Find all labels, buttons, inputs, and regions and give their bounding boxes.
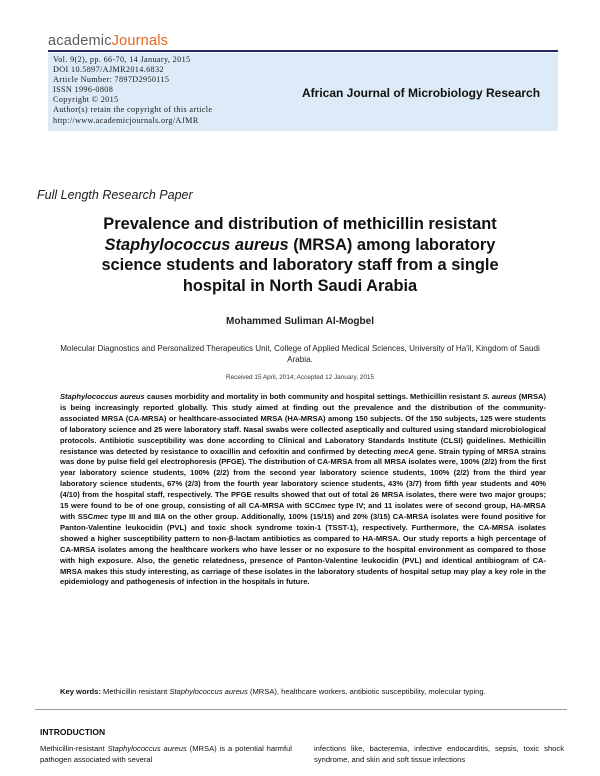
keywords bbox=[60, 687, 546, 698]
title-line-2-rest: (MRSA) among laboratory bbox=[288, 235, 496, 254]
abstract-text-4: type IV; and 11 isolates were of second group, HA-MRSA with SSC bbox=[60, 501, 546, 521]
title-line-1: Prevalence and distribution of methicillin resistant bbox=[103, 215, 497, 233]
intro-column-left bbox=[40, 744, 292, 765]
keywords-text-1: Methicillin resistant bbox=[100, 687, 170, 696]
header-rule bbox=[48, 50, 558, 52]
title-line-3: science students and laboratory staff from a single bbox=[101, 256, 499, 274]
intro-text-a: Methicillin-resistant bbox=[40, 744, 108, 753]
abstract-italic-3: mecA bbox=[393, 446, 415, 456]
title-species: Staphylococcus aureus bbox=[104, 235, 289, 254]
title-line-4: hospital in North Saudi Arabia bbox=[182, 276, 418, 295]
abstract-italic-1: Staphylococcus aureus bbox=[60, 392, 145, 401]
received-dates: Received 15 April, 2014; Accepted 12 January, 2015 bbox=[225, 374, 375, 381]
title-line-2 bbox=[40, 235, 560, 256]
meta-volume: Vol. 9(2), pp. 66-70, 14 January, 2015 bbox=[53, 55, 191, 64]
logo-suffix: Journals bbox=[111, 33, 169, 49]
section-divider bbox=[35, 709, 567, 710]
logo-prefix: academic bbox=[48, 33, 112, 49]
paper-title bbox=[40, 214, 560, 296]
abstract-text-2: (MRSA) is being increasingly reported globally. This study aimed at finding out the prevalence and the distribution of the community-associated MRSA (CA-MRSA) or healthcare-associated MRSA (HA-MRSA) among 150 subjects. Of the 150 subjects, 125 were students of laboratory science and 25 were laboratory staff. Nasal swabs were collected aseptically and cultured using standard microbiological protocols. Antibiotic susceptibility was done according to Clinical and Laboratory Standards Institute (CLSI) guidelines. Methicillin resistance was detected by resistance to oxacillin and cefoxitin and confirmed by detecting bbox=[60, 392, 546, 456]
keywords-text-2: (MRSA), healthcare workers, antibiotic susceptibility, molecular typing. bbox=[247, 687, 486, 696]
meta-copyright: Copyright © 2015 bbox=[53, 95, 119, 105]
author-affiliation: Molecular Diagnostics and Personalized Therapeutics Unit, College of Applied Medical Sciences, University of Ha'il, Kingdom of Saudi Arabia. bbox=[60, 344, 540, 364]
abstract bbox=[60, 392, 546, 678]
abstract-text-1: causes morbidity and mortality in both community and hospital settings. Methicillin resistant bbox=[144, 392, 483, 401]
article-meta bbox=[53, 55, 212, 126]
abstract-text-5: type III and IIIA on the other group. Additionally, 100% (15/15) and 20% (3/15) CA-MRSA isolates were found positive for Panton-Valentine leukocidin (PVL) and toxic shock syndrome toxin-1 (TSST-1), respectively. Furthermore, the CA-MRSA isolates showed a higher susceptibility pattern to non-β-lactam antibiotics as compared to HA-MRSA. Our study reports a high percentage of CA-MRSA isolates among the healthcare workers who have lesser or no exposure to the hospital environment as compared to those with high exposure. Also, the genetic relatedness, presence of Panton-Valentine leukocidin (PVL) and identical antibiogram of CA-MRSA makes this study interesting, as carriage of these isolates in the laboratory students of hospital setup may play a key role in the epidemiology and pathogenesis of infection in the hospitals in future. bbox=[60, 511, 546, 587]
author-name: Mohammed Suliman Al-Mogbel bbox=[226, 316, 374, 327]
intro-text-b: (MRSA) is a potential harmful pathogen associated with several bbox=[40, 744, 292, 764]
meta-issn: ISSN 1996-0808 bbox=[53, 85, 114, 95]
intro-column-right: infections like, bacteremia, infective endocarditis, sepsis, toxic shock syndrome, and skin and soft tissue infections bbox=[314, 744, 564, 764]
abstract-text-3: gene. Strain typing of MRSA strains was done by pulse field gel electrophoresis (PFGE). The distribution of CA-MRSA from all MRSA isolates were, 100% (2/2) from the first year laboratory science students, 100% (2/2) from the second year laboratory science students, 100% (2/2) from the third year laboratory science students, 67% (2/3) from the fourth year laboratory science students, 43% (3/7) from fifth year students and 40% (4/10) from the hospital staff, respectively. The PFGE results showed that out of total 26 MRSA isolates, there were two major groups; 15 were found to be of one group, consisting of all CA-MRSA with SCC bbox=[60, 446, 546, 511]
abstract-italic-4: mec bbox=[320, 501, 336, 511]
journal-title: African Journal of Microbiology Research bbox=[302, 86, 541, 100]
paper-type: Full Length Research Paper bbox=[37, 188, 193, 202]
intro-italic: Staphylococcus aureus bbox=[107, 744, 187, 753]
publisher-logo bbox=[48, 33, 168, 49]
meta-url[interactable]: http://www.academicjournals.org/AJMR bbox=[53, 115, 199, 125]
abstract-italic-5: mec bbox=[93, 511, 109, 521]
meta-doi: DOI 10.5897/AJMR2014.6832 bbox=[53, 65, 164, 75]
keywords-label: Key words: bbox=[60, 687, 101, 696]
meta-article-number: Article Number: 7897D2950115 bbox=[53, 75, 170, 85]
meta-rights: Author(s) retain the copyright of this article bbox=[53, 105, 213, 115]
abstract-italic-2: S. aureus bbox=[482, 392, 517, 401]
introduction-heading: INTRODUCTION bbox=[40, 727, 106, 737]
keywords-italic: Staphylococcus aureus bbox=[169, 687, 248, 696]
